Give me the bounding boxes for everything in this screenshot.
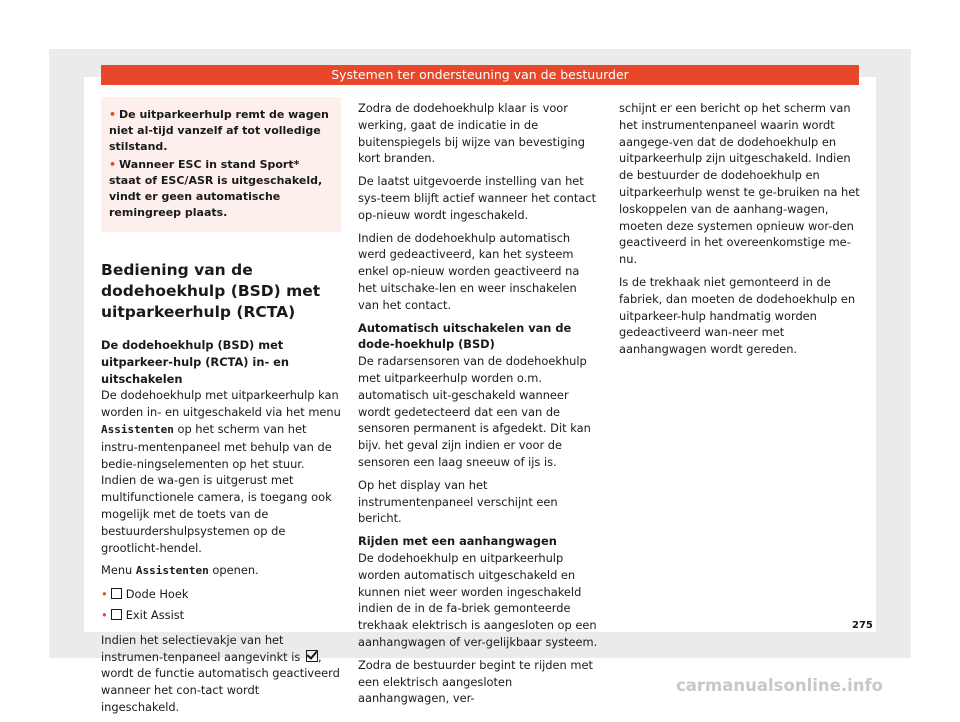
paragraph: Zodra de bestuurder begint te rijden met een elektrisch aangesloten aanhangwagen, ver-	[358, 657, 593, 706]
column-2	[358, 100, 600, 713]
menu-term: Assistenten	[101, 422, 174, 436]
list-item: • Dode Hoek	[101, 587, 189, 602]
bullet-icon: •	[109, 108, 117, 121]
paragraph: De dodehoekhulp en uitparkeerhulp worden automatisch uitgeschakeld en kunnen niet weer worden ingeschakeld indien de in de fa-briek gemonteerde trekhaak elektrisch is aangesloten op een aanhangwagen of ver-gelijkbaar systeem.	[358, 550, 598, 649]
watermark: carmanualsonline.info	[676, 676, 883, 695]
paragraph: De laatst uitgevoerde instelling van het sys-teem blijft actief wanneer het contact op-nieuw wordt ingeschakeld.	[358, 174, 597, 222]
sub-heading: Rijden met een aanhangwagen	[358, 534, 557, 549]
column-3	[619, 100, 861, 364]
checkbox-icon	[111, 609, 122, 620]
note-item: • Wanneer ESC in stand Sport* staat of ESC/ASR is uitgeschakeld, vindt er geen automatische remingreep plaats.	[109, 158, 323, 219]
chapter-banner: Systemen ter ondersteuning van de bestuurder	[101, 65, 859, 85]
paragraph: Op het display van het instrumentenpaneel verschijnt een bericht.	[358, 477, 558, 526]
bullet-icon: •	[101, 587, 108, 602]
menu-term: Assistenten	[135, 564, 209, 578]
page-number: 275	[852, 620, 873, 631]
sub-heading: Automatisch uitschakelen van de dode-hoekhulp (BSD)	[358, 320, 572, 352]
paragraph: Indien de dodehoekhulp automatisch werd gedeactiveerd, kan het systeem enkel op-nieuw worden geactiveerd na het uitschake-len en weer inschakelen van het contact.	[358, 230, 580, 312]
sub-heading: De dodehoekhulp (BSD) met uitparkeer-hulp (RCTA) in- en uitschakelen	[101, 338, 289, 386]
paragraph: Indien het selectievakje van het instrumen-tenpaneel aangevinkt is , wordt de functie automatisch geactiveerd wanneer het con-tact wordt ingeschakeld.	[101, 632, 340, 714]
note-item: • De uitparkeerhulp remt de wagen niet al-tijd vanzelf af tot volledige stilstand.	[109, 108, 329, 153]
section-heading: Bediening van de dodehoekhulp (BSD) met uitparkeerhulp (RCTA)	[101, 261, 321, 321]
checked-box-icon	[306, 650, 318, 662]
paragraph: Menu Assistenten openen.	[101, 563, 259, 578]
paragraph: Is de trekhaak niet gemonteerd in de fabriek, dan moeten de dodehoekhulp en uitparkeer-hulp handmatig worden gedeactiveerd wan-neer met aanhangwagen wordt gereden.	[619, 274, 856, 357]
paragraph: De dodehoekhulp met uitparkeerhulp kan worden in- en uitgeschakeld via het menu Assistenten op het scherm van het instru-mentenpaneel met behulp van de bedie-ningselementen op het stuur. Indien de wa-gen is uitgerust met multifunctionele camera, is toegang ook mogelijk met de toets van de bestuurdershulpsystemen op de grootlicht-hendel.	[101, 388, 341, 555]
note-box	[101, 97, 341, 232]
bullet-icon: •	[109, 158, 117, 171]
paragraph: Zodra de dodehoekhulp klaar is voor werking, gaat de indicatie in de buitenspiegels bij wijze van bevestiging kort branden.	[358, 101, 585, 166]
paragraph: schijnt er een bericht op het scherm van het instrumentenpaneel waarin wordt aangege-ven dat de dodehoekhulp en uitparkeerhulp zijn uitgeschakeld. Indien de bestuurder de dodehoekhulp en uitparkeerhulp wenst te ge-bruiken na het loskoppelen van de aanhang-wagen, moeten deze systemen opnieuw wor-den geactiveerd in het overeenkomstige me-nu.	[619, 101, 860, 267]
checkbox-icon	[111, 588, 122, 599]
bullet-icon: •	[101, 607, 108, 622]
paragraph: De radarsensoren van de dodehoekhulp met uitparkeerhulp worden o.m. automatisch uit-geschakeld wanneer wordt gedetecteerd dat een van de sensoren permanent is afgedekt. Dit kan bijv. het geval zijn indien er voor de sensoren een laag sneeuw of ijs is.	[358, 354, 591, 469]
list-item: • Exit Assist	[101, 607, 185, 622]
column-1	[101, 92, 341, 722]
